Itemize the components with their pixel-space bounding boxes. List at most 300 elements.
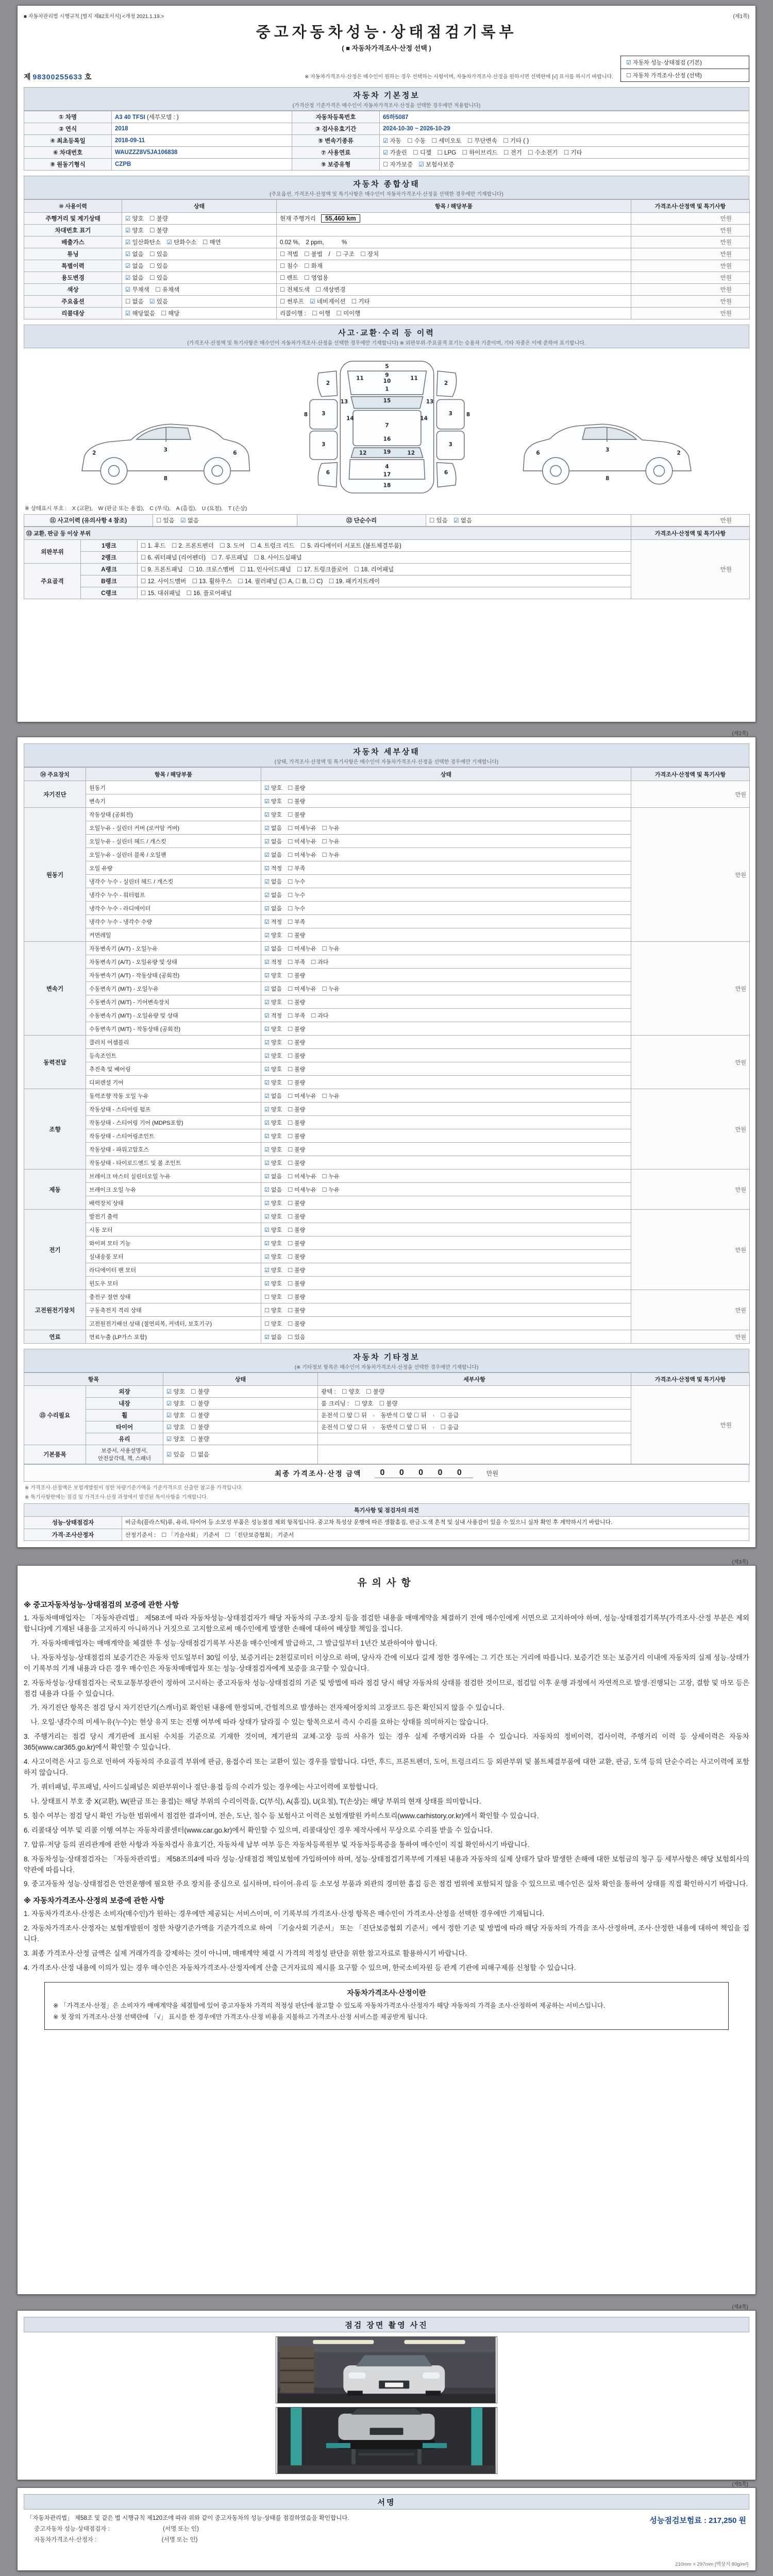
detail-row xyxy=(24,942,750,955)
detail-item-state: ☑ 양호 ☐ 불량 xyxy=(261,1143,631,1156)
detail-group-price: 만원 xyxy=(631,1330,750,1344)
detail-group-price: 만원 xyxy=(631,942,750,1036)
overall-row-price: 만원 xyxy=(631,213,750,225)
detail-item-state: ☑ 양호 ☐ 불량 xyxy=(261,969,631,982)
overall-row-label: 주행거리 및 계기상태 xyxy=(24,213,122,225)
etc-item-label: 휠 xyxy=(86,1410,163,1421)
notice-item: 가. 자기진단 항목은 점검 당시 자기진단기(스캐너)로 확인된 내용에 한정되며, 간헐적으로 발생하는 전자제어장치의 고장코드 등은 확인되지 않을 수 있습니다. xyxy=(24,1704,505,1712)
overall-row xyxy=(24,213,750,225)
section-title: 사고·교환·수리 등 이력 xyxy=(338,329,435,337)
basic-info-table xyxy=(24,111,749,171)
svg-text:16: 16 xyxy=(383,436,391,443)
notice-item: 8. 자동차성능·상태점검자는 「자동차관리법」 제58조의4에 따라 성능·상태점검 책임보험에 가입하여야 하며, 성능·상태점검기록부에 기재된 내용과 자동차의 실제 상태가 달라 발생한 손해에 대한 보험금의 청구 등 세부사항은 해당 보험회사의 약관에 따릅니다. xyxy=(24,1855,751,1874)
svg-text:11: 11 xyxy=(356,375,364,382)
rank-items: ☐ 15. 대쉬패널 ☐ 16. 플로어패널 xyxy=(138,587,631,599)
car-damage-diagram xyxy=(24,350,749,503)
svg-text:13: 13 xyxy=(340,399,348,405)
detail-item-state: ☑ 양호 ☐ 불량 xyxy=(261,928,631,942)
overall-row-label: 주요옵션 xyxy=(24,296,122,308)
overall-row-extra: 리콜이행 : ☐ 이행 ☐ 미이행 xyxy=(277,308,631,319)
signature-statement-block xyxy=(27,2514,349,2546)
section-note: (상태, 가격조사·산정액 및 특기사항은 매수인이 자동차가격조사·산정을 선택한 경우에만 기재합니다) xyxy=(274,759,499,765)
vin-value: WAUZZZ8V5JA106838 xyxy=(112,147,292,159)
detail-item-state: ☐ 양호 ☐ 불량 xyxy=(261,1303,631,1317)
svg-text:13: 13 xyxy=(426,399,434,405)
svg-text:14: 14 xyxy=(420,415,428,422)
svg-text:19: 19 xyxy=(383,449,391,455)
svg-text:15: 15 xyxy=(383,398,391,404)
notice-item: 가. 자동차매매업자는 매매계약을 체결한 후 성능·상태점검기록부 사본을 매수인에게 발급하고, 그 발급일부터 1년간 보관하여야 합니다. xyxy=(24,1639,438,1647)
detail-item-state: ☑ 없음 ☐ 누수 xyxy=(261,902,631,915)
svg-text:8: 8 xyxy=(606,476,610,482)
etc-item-state: ☑ 양호 ☐ 불량 xyxy=(163,1410,318,1421)
notice-section-inspection xyxy=(24,1599,749,1890)
detail-group-price: 만원 xyxy=(631,1036,750,1089)
detail-item-label: 작동상태 - 파워고압호스 xyxy=(86,1143,261,1156)
accident-history-table xyxy=(24,514,750,527)
field-label: ③ 검사유효기간 xyxy=(292,123,380,135)
rank-label: C랭크 xyxy=(81,587,138,599)
appraiser-opinion-text: 산정기준서 : ☐ 「기술사회」 기준서 ☐ 「진단보증협회」 기준서 xyxy=(122,1529,749,1540)
svg-text:14: 14 xyxy=(346,415,354,422)
overall-row-label: 튜닝 xyxy=(24,248,122,260)
rank-label: B랭크 xyxy=(81,575,138,587)
svg-text:6: 6 xyxy=(444,469,448,476)
section-photos xyxy=(24,2317,749,2332)
overall-row-label: 용도변경 xyxy=(24,272,122,284)
notice-item: 나. 오일·냉각수의 미세누유(누수)는 현상 유지 또는 진행 여부에 따라 상태가 달라질 수 있는 항목으로서 즉시 수리를 요하는 상태를 의미하지는 않습니다. xyxy=(24,1718,489,1726)
appraiser-signature-line: 자동차가격조사·산정자 : (서명 또는 인) xyxy=(34,2537,198,2543)
column-header: 가격조사·산정액 및 특기사항 xyxy=(631,200,750,213)
section-note: (가격산정 기준가격은 매수인이 자동차가격조사·산정을 선택한 경우에만 적용합니다) xyxy=(292,103,481,109)
detail-item-label: 자동변속기 (A/T) - 오일누유 xyxy=(86,942,261,955)
overall-row xyxy=(24,308,750,319)
column-header: 가격조사·산정액 및 특기사항 xyxy=(631,527,750,540)
overall-row-price: 만원 xyxy=(631,272,750,284)
detail-item-state: ☑ 없음 ☐ 누수 xyxy=(261,888,631,902)
engine-type-value: CZPB xyxy=(112,159,292,171)
svg-text:3: 3 xyxy=(322,411,326,417)
overall-row xyxy=(24,296,750,308)
detail-item-state: ☑ 없음 ☐ 있음 xyxy=(261,1330,631,1344)
transmission-type-value: ☑ 자동 ☐ 수동 ☐ 세미오토 ☐ 무단변속 ☐ 기타 ( ) xyxy=(380,135,749,147)
etc-item-label: 내장 xyxy=(86,1398,163,1410)
field-label: ⑦ 사용연료 xyxy=(292,147,380,159)
notice-title: 유의사항 xyxy=(357,1578,416,1588)
svg-text:2: 2 xyxy=(677,450,681,456)
basic-items-list: 보증서, 사용설명서, 안전삼각대, 잭, 스패너 xyxy=(86,1445,163,1464)
notice-item: 4. 사고이력은 사고 등으로 인하여 자동차의 주요골격 부위에 판금, 용접수리 또는 교환이 있는 경우를 말합니다. 다만, 후드, 프론트펜더, 도어, 트렁크리드 등 외판부위 및 볼트체결부품에 대한 교환, 판금, 도색 등의 단순수리는 사고이력에 포함하지 않습니다. xyxy=(24,1758,749,1777)
document-title: 중고자동차성능·상태점검기록부 xyxy=(256,24,517,41)
detail-row xyxy=(24,1089,750,1103)
etc-info-table xyxy=(24,1372,750,1464)
detail-group-label: 원동기 xyxy=(24,808,86,942)
detail-group-label: 고전원전기장치 xyxy=(24,1290,86,1330)
notice-item: 7. 압류·저당 등의 권리관계에 관한 사항과 자동차검사 유효기간, 자동차세 납부 여부 등은 자동차등록원부 및 자동차등록증을 통하여 매수인이 직접 확인하시기 바랍니다. xyxy=(24,1840,530,1849)
field-label: ① 차명 xyxy=(24,111,112,123)
field-label: ⑨ 보증유형 xyxy=(292,159,380,171)
field-label: ② 연식 xyxy=(24,123,112,135)
detail-item-label: 고전원전기배선 상태 (절연피복, 커넥터, 보호기구) xyxy=(86,1317,261,1330)
registration-number-value: 65하5087 xyxy=(380,111,749,123)
rank-items: ☐ 6. 쿼터패널 (리어펜더) ☐ 7. 루프패널 ☐ 8. 사이드실패널 xyxy=(138,552,631,564)
etc-item-extra: 운전석 ☐ 앞 ☐ 뒤 · 동반석 ☐ 앞 ☐ 뒤 · ☐ 응급 xyxy=(318,1410,631,1421)
etc-price: 만원 xyxy=(631,1386,750,1464)
detail-item-label: 수동변속기 (M/T) - 오일누유 xyxy=(86,982,261,995)
detail-group-label: 동력전달 xyxy=(24,1036,86,1089)
notice-item: 1. 자동차매매업자는 「자동차관리법」 제58조에 따라 자동차성능·상태점검자가 해당 자동차의 구조·장치 등을 점검한 내용을 매매계약을 체결하기 전에 매수인에게 서면으로 고지하여야 하며, 성능·상태점검기록부(가격조사·산정 부분은 제외합니다)에 기재된 내용을 고지하지 아니하거나 거짓으로 고지함으로써 매수인에게 발생한 손해에 대하여 배상할 책임을 집니다. xyxy=(24,1614,749,1633)
svg-text:2: 2 xyxy=(444,380,448,386)
detail-group-price: 만원 xyxy=(631,1170,750,1210)
detail-item-label: 윈도우 모터 xyxy=(86,1277,261,1290)
svg-text:3: 3 xyxy=(322,442,326,448)
overall-row-label: 색상 xyxy=(24,284,122,296)
detail-item-label: 작동상태 - 스티어링 펌프 xyxy=(86,1103,261,1116)
detail-item-state: ☐ 양호 ☐ 불량 xyxy=(261,1317,631,1330)
detail-item-state: ☑ 양호 ☐ 불량 xyxy=(261,1022,631,1036)
section-detail-condition xyxy=(24,743,749,767)
section-title: 자동차 기타정보 xyxy=(353,1353,420,1362)
page-number: (제2쪽) xyxy=(732,731,748,737)
section-note: (※ 기타정보 항목은 매수인이 자동차가격조사·산정을 선택한 경우에만 기재합니다) xyxy=(294,1365,479,1370)
page-2 xyxy=(17,737,756,1548)
detail-item-state: ☑ 양호 ☐ 불량 xyxy=(261,1250,631,1263)
overall-row-state: ☑ 없음 ☐ 있음 xyxy=(122,272,277,284)
detail-item-state: ☑ 양호 ☐ 불량 xyxy=(261,808,631,821)
overall-row-price: 만원 xyxy=(631,225,750,236)
detail-group-label: 제동 xyxy=(24,1170,86,1210)
svg-text:3: 3 xyxy=(448,411,452,417)
detail-item-label: 클러치 어셈블리 xyxy=(86,1036,261,1049)
page-number: (제1쪽) xyxy=(733,14,749,20)
mileage-value: 55,460 km xyxy=(321,214,360,223)
definition-box-line: ※ 「가격조사·산정」은 소비자가 매매계약을 체결함에 있어 중고자동차 가격의 적정성 판단에 참고할 수 있도록 자동차가격조사·산정자가 해당 자동차의 가격을 조사·산정하여 제공하는 서비스입니다. xyxy=(53,2002,606,2009)
detail-item-state: ☐ 양호 ☐ 불량 xyxy=(261,1290,631,1303)
detail-item-state: ☑ 없음 ☐ 누수 xyxy=(261,875,631,888)
inspection-insurance-fee: 성능점검보험료 : 217,250 원 xyxy=(649,2516,746,2525)
document-subtitle: ( ■ 자동차가격조사·산정 선택 ) xyxy=(342,44,431,52)
overall-row-state: ☑ 양호 ☐ 불량 xyxy=(122,225,277,236)
overall-row-price: 만원 xyxy=(631,236,750,248)
detail-item-label: 자동변속기 (A/T) - 오일유량 및 상태 xyxy=(86,955,261,969)
svg-text:8: 8 xyxy=(466,411,470,418)
overall-row-state: ☑ 없음 ☐ 있음 xyxy=(122,248,277,260)
etc-item-extra: 운전석 ☐ 앞 ☐ 뒤 · 동반석 ☐ 앞 ☐ 뒤 · ☐ 응급 xyxy=(318,1421,631,1433)
etc-item-state: ☑ 양호 ☐ 불량 xyxy=(163,1386,318,1398)
etc-item-state: ☑ 양호 ☐ 불량 xyxy=(163,1433,318,1445)
overall-row-price: 만원 xyxy=(631,296,750,308)
detail-group-label: 변속기 xyxy=(24,942,86,1036)
price-survey-select-note: ※ 자동차가격조사·산정은 매수인이 원하는 경우 선택하는 사항이며, 자동차가격조사·산정을 원하시면 선택란에 [√] 표시를 하시기 바랍니다. xyxy=(304,74,613,80)
detail-item-state: ☑ 없음 ☐ 미세누유 ☐ 누유 xyxy=(261,982,631,995)
detail-group-label: 연료 xyxy=(24,1330,86,1344)
svg-text:6: 6 xyxy=(233,450,237,456)
rank-items: ☐ 1. 후드 ☐ 2. 프론트펜더 ☐ 3. 도어 ☐ 4. 트렁크 리드 ☐ 5. 라디에이터 서포트 (볼트체결부품) xyxy=(138,540,631,552)
model-year-value: 2018 xyxy=(112,123,292,135)
svg-text:2: 2 xyxy=(92,450,96,456)
detail-item-label: 냉각수 누수 - 실린더 헤드 / 개스킷 xyxy=(86,875,261,888)
etc-item-state: ☑ 양호 ☐ 불량 xyxy=(163,1398,318,1410)
overall-table-body xyxy=(24,213,750,319)
field-label: ⑤ 변속기종류 xyxy=(292,135,380,147)
detail-row xyxy=(24,1290,750,1303)
overall-row-price: 만원 xyxy=(631,308,750,319)
detail-group-price: 만원 xyxy=(631,1089,750,1170)
svg-text:6: 6 xyxy=(536,450,540,456)
svg-text:12: 12 xyxy=(407,450,415,456)
paper-size-note: 210mm × 297mm [백상지 80g/m²] xyxy=(675,2562,748,2567)
page-3 xyxy=(17,1565,756,2295)
detail-row xyxy=(24,1036,750,1049)
detail-item-label: 구동축전지 격리 상태 xyxy=(86,1303,261,1317)
svg-text:8: 8 xyxy=(163,476,167,482)
section-title: 자동차 종합상태 xyxy=(353,180,420,189)
detail-item-state: ☑ 적정 ☐ 부족 ☐ 과다 xyxy=(261,1009,631,1022)
final-price-label: 최종 가격조사·산정 금액 xyxy=(275,1470,362,1478)
overall-row-label: 차대번호 표기 xyxy=(24,225,122,236)
section-note: (가격조사·산정액 및 특기사항은 매수인이 자동차가격조사·산정을 선택한 경우에만 기재합니다) ※ 외판부위·주요골격 표기는 승용차 기준이며, 기타 차종은 이에 준하여 표기합니다. xyxy=(187,341,586,346)
detail-item-label: 디퍼렌셜 기어 xyxy=(86,1076,261,1089)
column-header: ⑭ 주요장치 xyxy=(24,768,86,781)
inspector-opinion-table xyxy=(24,1503,749,1541)
notice-item: 나. 상태표시 부호 중 X(교환), W(판금 또는 용접)는 해당 부위의 수리이력을, C(부식), A(흠집), U(요철), T(손상)는 해당 부위의 현재 상태를 의미합니다. xyxy=(24,1797,481,1805)
basic-items-extra xyxy=(318,1445,631,1464)
overall-row xyxy=(24,284,750,296)
accident-history-value: ☐ 있음 ☑ 없음 xyxy=(153,515,297,527)
notice-section-heading: ※ 자동차가격조사·산정의 보증에 관한 사항 xyxy=(24,1897,165,1906)
overall-row-state: ☑ 무채색 ☐ 유채색 xyxy=(122,284,277,296)
rank-label: 2랭크 xyxy=(81,552,138,564)
simple-repair-value: ☐ 있음 ☑ 없음 xyxy=(426,515,631,527)
column-header: 가격조사·산정액 및 특기사항 xyxy=(631,1373,750,1386)
overall-row-state: ☑ 양호 ☐ 불량 xyxy=(122,213,277,225)
basic-items-group-label: 기본품목 xyxy=(24,1445,86,1464)
overall-row-extra: 현재 주행거리 55,460 km xyxy=(277,213,631,225)
etc-item-extra: 광택 : ☐ 양호 ☐ 불량 xyxy=(318,1386,631,1398)
page-number: (제4쪽) xyxy=(732,2304,748,2310)
footnote: ※ 특기사항란에는 점검 및 가격조사·산정 과정에서 발견된 특이사항을 기재합니다. xyxy=(25,1495,208,1500)
svg-text:3: 3 xyxy=(163,447,167,453)
svg-text:4: 4 xyxy=(385,464,389,470)
repair-needed-group-label: ⑮ 수리필요 xyxy=(24,1386,86,1445)
fuel-type-value: ☑ 가솔린 ☐ 디젤 ☐ LPG ☐ 하이브리드 ☐ 전기 ☐ 수소전기 ☐ 기타 xyxy=(380,147,749,159)
exchange-price: 만원 xyxy=(631,540,750,599)
detail-item-label: 추진축 및 베어링 xyxy=(86,1062,261,1076)
legal-statement: 「자동차관리법」 제58조 및 같은 법 시행규칙 제120조에 따라 위와 같이 중고자동차의 성능·상태를 점검하였음을 확인합니다. xyxy=(27,2515,349,2521)
notice-item: 1. 자동차가격조사·산정은 소비자(매수인)가 원하는 경우에만 제공되는 서비스이며, 이 기록부의 가격조사·산정 항목은 매수인이 가격조사·산정을 선택한 경우에만 기재됩니다. xyxy=(24,1910,545,1918)
column-header: 항목 / 해당부품 xyxy=(86,768,261,781)
svg-text:3: 3 xyxy=(448,442,452,448)
detail-item-state: ☑ 양호 ☐ 불량 xyxy=(261,794,631,808)
detail-item-state: ☑ 없음 ☐ 미세누유 ☐ 누유 xyxy=(261,1183,631,1196)
footnote: ※ 가격조사·산정액은 보험개발원이 정한 차량기준가액을 기준가격으로 산출한 참고용 가격입니다. xyxy=(25,1485,243,1491)
appraiser-label: 가격·조사산정자 xyxy=(24,1529,122,1540)
detail-item-label: 냉각수 누수 - 워터펌프 xyxy=(86,888,261,902)
inspection-photo-garage xyxy=(276,2336,497,2403)
basic-items-state: ☑ 있음 ☐ 없음 xyxy=(163,1445,318,1464)
opinion-title: 특기사항 및 점검자의 의견 xyxy=(24,1504,749,1517)
notice-item: 2. 자동차가격조사·산정자는 보험개발원이 정한 차량기준가액을 기준가격으로 하여 「기술사회 기준서」 또는 「진단보증협회 기준서」에서 정한 기준 및 방법에 따라 해당 자동차의 가격을 조사·산정하며, 조사·산정한 내용에 대하여 책임을 집니다. xyxy=(24,1924,749,1943)
svg-text:12: 12 xyxy=(359,450,367,456)
overall-row xyxy=(24,236,750,248)
notice-item: 4. 가격조사·산정 내용에 이의가 있는 경우 매수인은 자동차가격조사·산정자에게 산출 근거자료의 제시를 요구할 수 있으며, 한국소비자원 등 관계 기관에 피해구제를 신청할 수 있습니다. xyxy=(24,1964,576,1972)
detail-item-state: ☑ 양호 ☐ 불량 xyxy=(261,1210,631,1223)
column-header: ⑩ 사용이력 xyxy=(24,200,122,213)
detail-item-label: 라디에이터 팬 모터 xyxy=(86,1263,261,1277)
detail-item-state: ☑ 양호 ☐ 불량 xyxy=(261,1223,631,1236)
warranty-type-value: ☐ 자가보증 ☑ 보험사보증 xyxy=(380,159,749,171)
detail-item-state: ☑ 양호 ☐ 불량 xyxy=(261,781,631,794)
detail-item-label: 오일누유 - 실린더 헤드 / 개스킷 xyxy=(86,835,261,848)
rank-items: ☐ 12. 사이드멤버 ☐ 13. 휠하우스 ☐ 14. 필러패널 (☐ A, ☐ B, ☐ C) ☐ 19. 패키지트레이 xyxy=(138,575,631,587)
section-overall-condition xyxy=(24,176,749,199)
overall-row xyxy=(24,225,750,236)
svg-text:5: 5 xyxy=(385,363,389,370)
notice-item: 나. 자동차성능·상태점검의 보증기간은 자동차 인도일부터 30일 이상, 보증거리는 2천킬로미터 이상으로 하며, 당사자 간에 이보다 길게 정한 경우에는 그 기간 또는 거리에 따릅니다. 보증기간 또는 보증거리 이내에 자동차의 실제 성능·상태가 이 기록부의 기재 내용과 다른 경우 매수인은 자동차매매업자 또는 성능·상태점검자에게 보증을 요구할 수 있습니다. xyxy=(24,1653,751,1672)
overall-row-extra: ☐ 적법 ☐ 불법 / ☐ 구조 ☐ 장치 xyxy=(277,248,631,260)
price-survey-select-box xyxy=(620,56,749,82)
etc-item-label: 외장 xyxy=(86,1386,163,1398)
column-header: 항목 xyxy=(24,1373,163,1386)
field-label: ⑧ 원동기형식 xyxy=(24,159,112,171)
detail-group-price: 만원 xyxy=(631,1210,750,1290)
column-header: 가격조사·산정액 및 특기사항 xyxy=(631,768,750,781)
overall-row-extra: ☐ 전체도색 ☐ 색상변경 xyxy=(277,284,631,296)
field-label: 자동차등록번호 xyxy=(292,111,380,123)
overall-row-label: 리콜대상 xyxy=(24,308,122,319)
detail-item-state: ☑ 양호 ☐ 불량 xyxy=(261,1103,631,1116)
overall-condition-table xyxy=(24,199,750,319)
etc-item-state: ☑ 양호 ☐ 불량 xyxy=(163,1421,318,1433)
notice-item: 가. 쿼터패널, 루프패널, 사이드실패널은 외판부위이나 절단·용접 등의 수리가 있는 경우에는 사고이력에 포함합니다. xyxy=(24,1783,378,1791)
detail-item-label: 실내송풍 모터 xyxy=(86,1250,261,1263)
notice-section-heading: ※ 중고자동차성능·상태점검의 보증에 관한 사항 xyxy=(24,1601,179,1609)
damage-code-legend: ※ 상태표시 부호 : X (교환), W (판금 또는 용접), C (부식), A (흠집), U (요철), T (손상) xyxy=(25,505,247,512)
detail-item-state: ☑ 양호 ☐ 불량 xyxy=(261,995,631,1009)
detail-item-label: 냉각수 누수 - 라디에이터 xyxy=(86,902,261,915)
page-1 xyxy=(17,5,756,722)
notice-item: 9. 중고자동차 성능·상태점검은 안전운행에 필요한 주요 장치를 중심으로 실시하며, 타이어·유리 등 소모성 부품과 외관의 경미한 흠집 등은 점검 범위에 포함되지 않을 수 있으므로 매수인은 실차 확인을 통하여 상태를 직접 확인하시기 바랍니다. xyxy=(24,1880,748,1888)
column-header: 세부사항 xyxy=(318,1373,631,1386)
inspector-label: 성능·상태점검자 xyxy=(24,1517,122,1529)
detail-item-state: ☑ 없음 ☐ 미세누유 ☐ 누유 xyxy=(261,848,631,861)
page-5 xyxy=(17,2487,756,2571)
detail-item-state: ☑ 양호 ☐ 불량 xyxy=(261,1263,631,1277)
section-title: 서명 xyxy=(377,2498,396,2507)
inspector-opinion-text: 비금속(플라스틱)류, 유리, 타이어 등 소모성 부품은 성능점검 제외 항목입니다. 중고차 특성상 운행에 따른 생활흠집, 판금·도색 흔적 및 실내 사용감이 있을 수 있으니 실차 확인 후 계약하시기 바랍니다. xyxy=(122,1517,749,1529)
accident-price: 만원 xyxy=(631,515,750,527)
car-name-value: A3 40 TFSI (세부모델 : ) xyxy=(112,111,292,123)
detail-table-body xyxy=(24,781,750,1344)
overall-row xyxy=(24,248,750,260)
detail-item-label: 연료누출 (LP가스 포함) xyxy=(86,1330,261,1344)
overall-row xyxy=(24,272,750,284)
detail-item-label: 오일누유 - 실린더 블록 / 오일팬 xyxy=(86,848,261,861)
page-number: (제5쪽) xyxy=(732,2482,748,2487)
exchange-panel-table xyxy=(24,527,750,599)
detail-group-label: 전기 xyxy=(24,1210,86,1290)
inspection-photo-lift xyxy=(276,2407,497,2474)
select-option-pricing: ☐ 자동차 가격조사·산정 (선택) xyxy=(621,69,749,81)
detail-row xyxy=(24,781,750,794)
overall-row-state: ☑ 해당없음 ☐ 해당 xyxy=(122,308,277,319)
inspection-valid-period-value: 2024-10-30 ~ 2026-10-29 xyxy=(380,123,749,135)
detail-item-label: 브레이크 오일 누유 xyxy=(86,1183,261,1196)
accident-history-label: ⑪ 사고이력 (유의사항 4 참조) xyxy=(24,515,153,527)
svg-text:3: 3 xyxy=(606,447,610,453)
detail-item-label: 와이퍼 모터 기능 xyxy=(86,1236,261,1250)
svg-text:2: 2 xyxy=(326,380,330,386)
overall-row xyxy=(24,260,750,272)
exchange-section-label: ⑬ 교환, 판금 등 이상 부위 xyxy=(24,527,631,540)
detail-item-label: 작동상태 - 스티어링조인트 xyxy=(86,1129,261,1143)
notice-item: 3. 주행거리는 점검 당시 계기판에 표시된 수치를 기준으로 기재한 것이며, 계기판의 교체·고장 등의 사유가 있는 경우 실제 주행거리와 다를 수 있습니다. 자동차의 정비이력, 검사이력, 주행거리 이력 등 상세이력은 자동차365(www.car365.go.kr)에서 확인할 수 있습니다. xyxy=(24,1733,749,1752)
notice-section-pricing xyxy=(24,1895,749,1974)
overall-row-extra: ☐ 썬루프 ☑ 네비게이션 ☐ 기타 xyxy=(277,296,631,308)
column-header: 상태 xyxy=(163,1373,318,1386)
outer-panel-group-label: 외판부위 xyxy=(24,540,81,564)
detail-group-price: 만원 xyxy=(631,781,750,808)
rank-label: 1랭크 xyxy=(81,540,138,552)
document-number: 제 98300255633 호 xyxy=(24,73,92,81)
overall-row-extra: ☐ 침수 ☐ 화재 xyxy=(277,260,631,272)
column-header: 항목 / 해당부품 xyxy=(277,200,631,213)
detail-group-label: 조향 xyxy=(24,1089,86,1170)
detail-item-state: ☑ 양호 ☐ 불량 xyxy=(261,1049,631,1062)
detail-row xyxy=(24,1210,750,1223)
detail-item-label: 수동변속기 (M/T) - 오일유량 및 상태 xyxy=(86,1009,261,1022)
inspector-signature-line: 중고자동차 성능·상태점검자 : (서명 또는 인) xyxy=(34,2526,199,2532)
detail-group-label: 자기진단 xyxy=(24,781,86,808)
detail-item-label: 작동상태 (공회전) xyxy=(86,808,261,821)
svg-text:8: 8 xyxy=(304,411,308,418)
detail-item-label: 작동상태 - 타이로드엔드 및 볼 조인트 xyxy=(86,1156,261,1170)
detail-item-label: 원동기 xyxy=(86,781,261,794)
detail-item-label: 발전기 출력 xyxy=(86,1210,261,1223)
notice-item: 2. 자동차성능·상태점검자는 국토교통부장관이 정하여 고시하는 중고자동차 성능·상태점검의 기준 및 방법에 따라 점검 당시 해당 자동차의 상태를 점검한 것이므로, 점검일 이후 운행 과정에서 자연적으로 발생·진행되는 고장, 결함 및 마모 등은 점검 내용과 다를 수 있습니다. xyxy=(24,1679,751,1698)
section-accident-history xyxy=(24,325,749,348)
simple-repair-label: ⑫ 단순수리 xyxy=(297,515,426,527)
detail-item-state: ☑ 적정 ☐ 부족 ☐ 과다 xyxy=(261,955,631,969)
detail-item-state: ☑ 없음 ☐ 미세누유 ☐ 누유 xyxy=(261,821,631,835)
detail-item-state: ☑ 양호 ☐ 불량 xyxy=(261,1129,631,1143)
field-label: ④ 최초등록일 xyxy=(24,135,112,147)
definition-box-title: 자동차가격조사·산정이란 xyxy=(347,1988,426,1997)
detail-item-state: ☑ 양호 ☐ 불량 xyxy=(261,1277,631,1290)
detail-item-label: 변속기 xyxy=(86,794,261,808)
detail-row xyxy=(24,1170,750,1183)
etc-item-label: 타이어 xyxy=(86,1421,163,1433)
svg-text:1: 1 xyxy=(385,386,389,393)
detail-item-state: ☑ 없음 ☐ 미세누유 ☐ 누유 xyxy=(261,1089,631,1103)
detail-item-label: 작동상태 - 스티어링 기어 (MDPS포함) xyxy=(86,1116,261,1129)
overall-row-price: 만원 xyxy=(631,248,750,260)
detail-item-label: 자동변속기 (A/T) - 작동상태 (공회전) xyxy=(86,969,261,982)
column-header: 상태 xyxy=(261,768,631,781)
first-registration-date-value: 2018-09-11 xyxy=(112,135,292,147)
overall-row-state: ☐ 없음 ☑ 있음 xyxy=(122,296,277,308)
detail-item-state: ☑ 양호 ☐ 불량 xyxy=(261,1036,631,1049)
section-etc-info xyxy=(24,1349,749,1372)
column-header: 상태 xyxy=(122,200,277,213)
price-survey-definition-box xyxy=(44,1982,729,2030)
notice-item: 3. 최종 가격조사·산정 금액은 실제 거래가격을 강제하는 것이 아니며, 매매계약 체결 시 가격의 적정성 판단을 위한 참고자료로 활용하시기 바랍니다. xyxy=(24,1950,467,1958)
svg-text:6: 6 xyxy=(326,469,330,476)
final-price-unit: 만원 xyxy=(486,1469,498,1477)
detail-item-state: ☑ 없음 ☐ 미세누유 ☐ 누유 xyxy=(261,942,631,955)
overall-row-extra: 0.02 %, 2 ppm, % xyxy=(277,236,631,248)
overall-row-label: 특별이력 xyxy=(24,260,122,272)
